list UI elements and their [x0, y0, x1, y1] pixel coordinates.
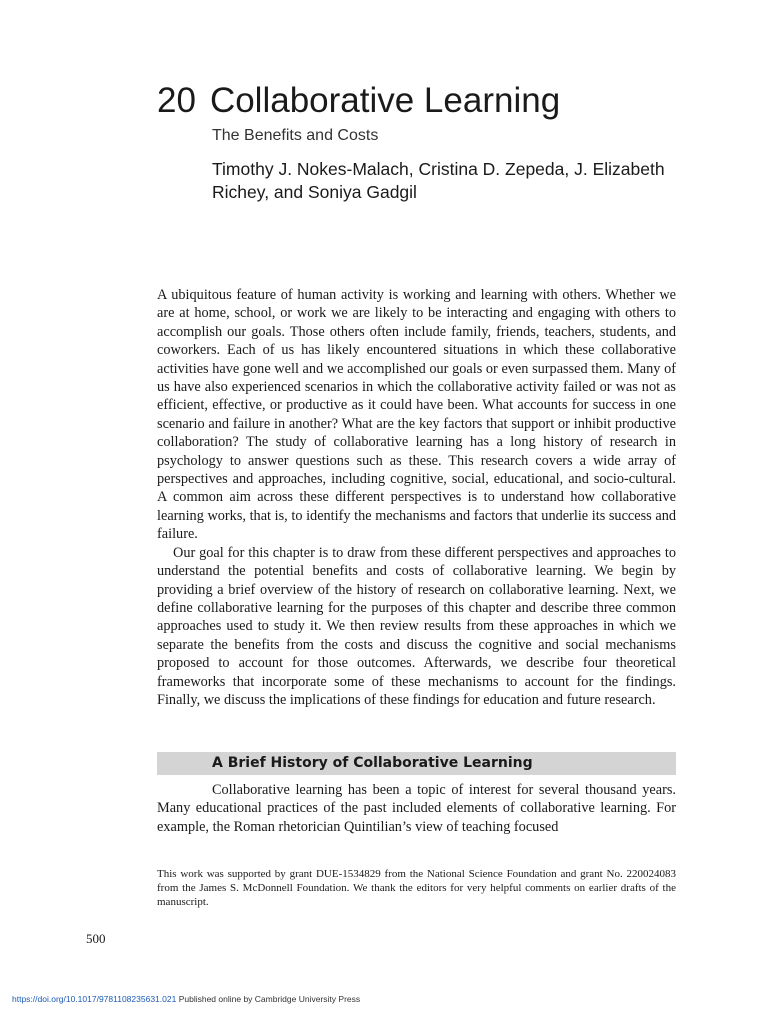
chapter-title	[157, 80, 560, 122]
page-number: 500	[86, 931, 106, 946]
doi-link[interactable]: https://doi.org/10.1017/9781108235631.021	[12, 994, 177, 1004]
footnote: This work was supported by grant DUE-1534829 from the National Science Foundation and grant No. 220024083 from the James S. McDonnell Foundation. We thank the editors for very helpful comments on earlier drafts of the manuscript.	[157, 868, 676, 908]
publisher-note: Published online by Cambridge University Press	[178, 994, 361, 1004]
chapter-title-text: Collaborative Learning	[209, 81, 561, 120]
section-heading-bar	[157, 752, 676, 775]
chapter-number: 20	[157, 81, 196, 120]
intro-paragraph-2: Our goal for this chapter is to draw from these different perspectives and approaches to understand the potential benefits and costs of collaborative learning. We begin by providing a brief overview of the history of research on collaborative learning. Next, we define collaborative learning for the purposes of this chapter and describe three common approaches used to study it. We then review results from these approaches in which we separate the benefits from the costs and discuss the cognitive and social mechanisms proposed to account for those outcomes. Afterwards, we describe four theoretical frameworks that incorporate some of these mechanisms to account for the findings. Finally, we discuss the implications of these findings for education and future research.	[157, 544, 676, 708]
intro-paragraph-1: A ubiquitous feature of human activity is working and learning with others. Whether we are at home, school, or work we are likely to be interacting and engaging with others to accomplish our goals. Those others often include family, friends, teachers, students, and coworkers. Each of us has likely encountered situations in which these collaborative activities have gone well and we accomplished our goals or even surpassed them. Many of us have also experienced scenarios in which the collaborative activity failed or was not as efficient, effective, or productive as it could have been. What accounts for success in one scenario and failure in another? What are the key factors that support or inhibit productive collaboration? The study of collaborative learning has a long history of research in psychology to answer questions such as these. This research covers a wide array of perspectives and approaches, including cognitive, social, educational, and socio-cultural. A common aim across these different perspectives is to understand how collaborative learning works, that is, to identify the mechanisms and factors that underlie its success and failure.	[157, 287, 676, 543]
chapter-authors: Timothy J. Nokes-Malach, Cristina D. Zepeda, J. Elizabeth Richey, and Soniya Gadgil	[212, 159, 665, 202]
history-section	[157, 781, 676, 836]
history-paragraph-1: Collaborative learning has been a topic of interest for several thousand years. Many educational practices of the past included elements of collaborative learning. For example, the Roman rhetorician Quintilian’s view of teaching focused	[157, 782, 676, 835]
doi-footer	[12, 994, 360, 1004]
intro-section	[157, 286, 676, 709]
section-heading: A Brief History of Collaborative Learning	[212, 755, 533, 771]
chapter-subtitle: The Benefits and Costs	[212, 127, 379, 144]
